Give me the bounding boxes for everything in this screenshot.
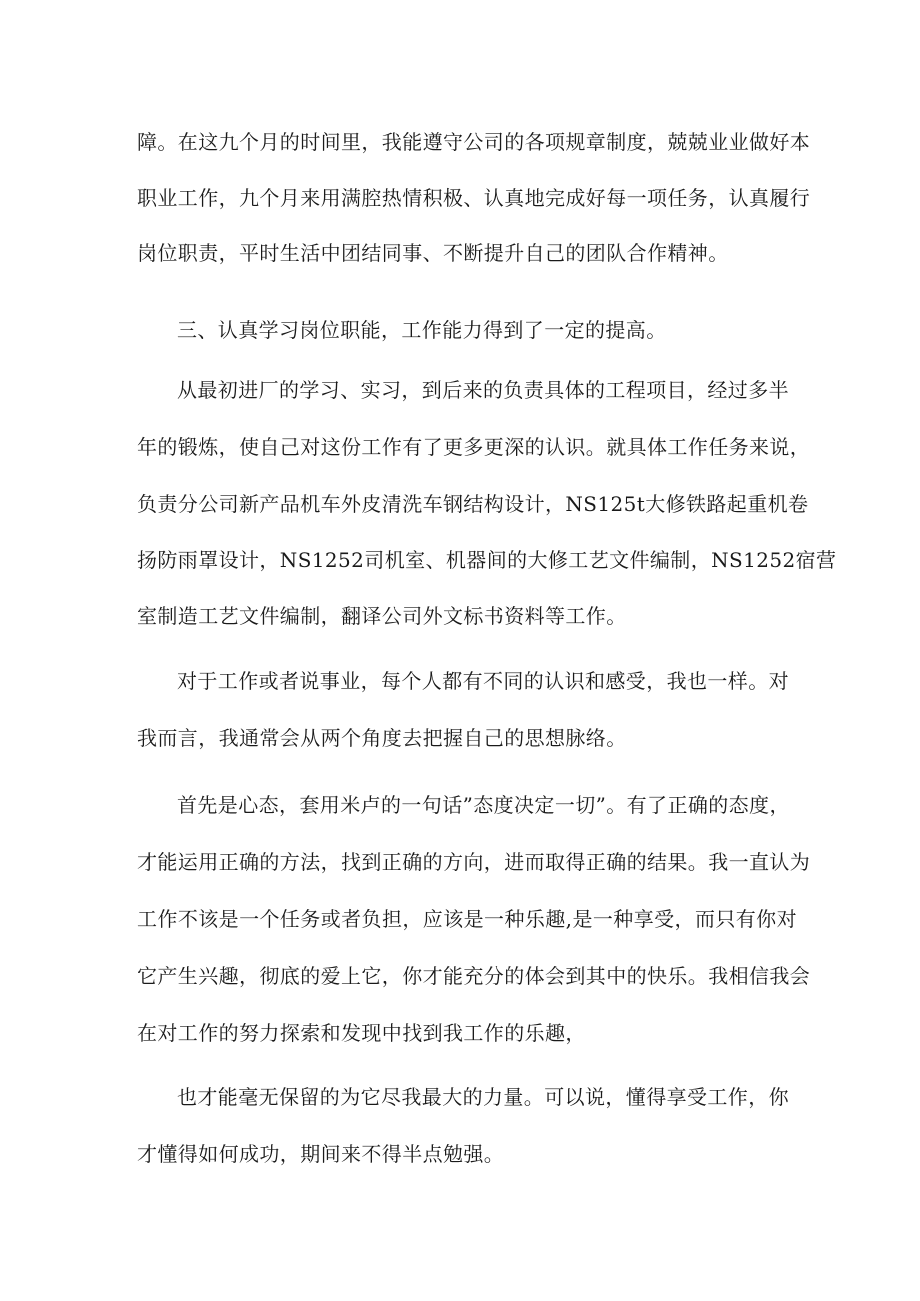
body-text-line: 也才能毫无保留的为它尽我最大的力量。可以说，懂得享受工作，你 bbox=[177, 1085, 789, 1109]
body-text-line: 扬防雨罩设计，NS1252司机室、机器间的大修工艺文件编制，NS1252宿营 bbox=[137, 548, 837, 572]
body-text-line: 工作不该是一个任务或者负担，应该是一种乐趣,是一种享受，而只有你对 bbox=[137, 907, 797, 931]
body-text-line: 职业工作，九个月来用满腔热情积极、认真地完成好每一项任务，认真履行 bbox=[137, 186, 811, 210]
body-text-line: 对于工作或者说事业，每个人都有不同的认识和感受，我也一样。对 bbox=[177, 669, 789, 693]
body-text-line: 在对工作的努力探索和发现中找到我工作的乐趣， bbox=[137, 1021, 586, 1045]
section-heading: 三、认真学习岗位职能，工作能力得到了一定的提高。 bbox=[177, 318, 667, 342]
body-text-line: 负责分公司新产品机车外皮清洗车钢结构设计，NS125t大修铁路起重机卷 bbox=[137, 492, 809, 516]
body-text-line: 岗位职责，平时生活中团结同事、不断提升自己的团队合作精神。 bbox=[137, 241, 729, 265]
body-text-line: 从最初进厂的学习、实习，到后来的负责具体的工程项目，经过多半 bbox=[177, 378, 789, 402]
body-text-line: 年的锻炼，使自己对这份工作有了更多更深的认识。就具体工作任务来说， bbox=[137, 435, 811, 459]
body-text-line: 才懂得如何成功，期间来不得半点勉强。 bbox=[137, 1142, 505, 1166]
body-text-line: 我而言，我通常会从两个角度去把握自己的思想脉络。 bbox=[137, 726, 627, 750]
body-text-line: 首先是心态，套用米卢的一句话”态度决定一切”。有了正确的态度， bbox=[177, 793, 790, 817]
body-text-line: 室制造工艺文件编制，翻译公司外文标书资料等工作。 bbox=[137, 604, 627, 628]
body-text-line: 障。在这九个月的时间里，我能遵守公司的各项规章制度，兢兢业业做好本 bbox=[137, 130, 811, 154]
body-text-line: 它产生兴趣，彻底的爱上它，你才能充分的体会到其中的快乐。我相信我会 bbox=[137, 964, 811, 988]
body-text-line: 才能运用正确的方法，找到正确的方向，进而取得正确的结果。我一直认为 bbox=[137, 850, 811, 874]
